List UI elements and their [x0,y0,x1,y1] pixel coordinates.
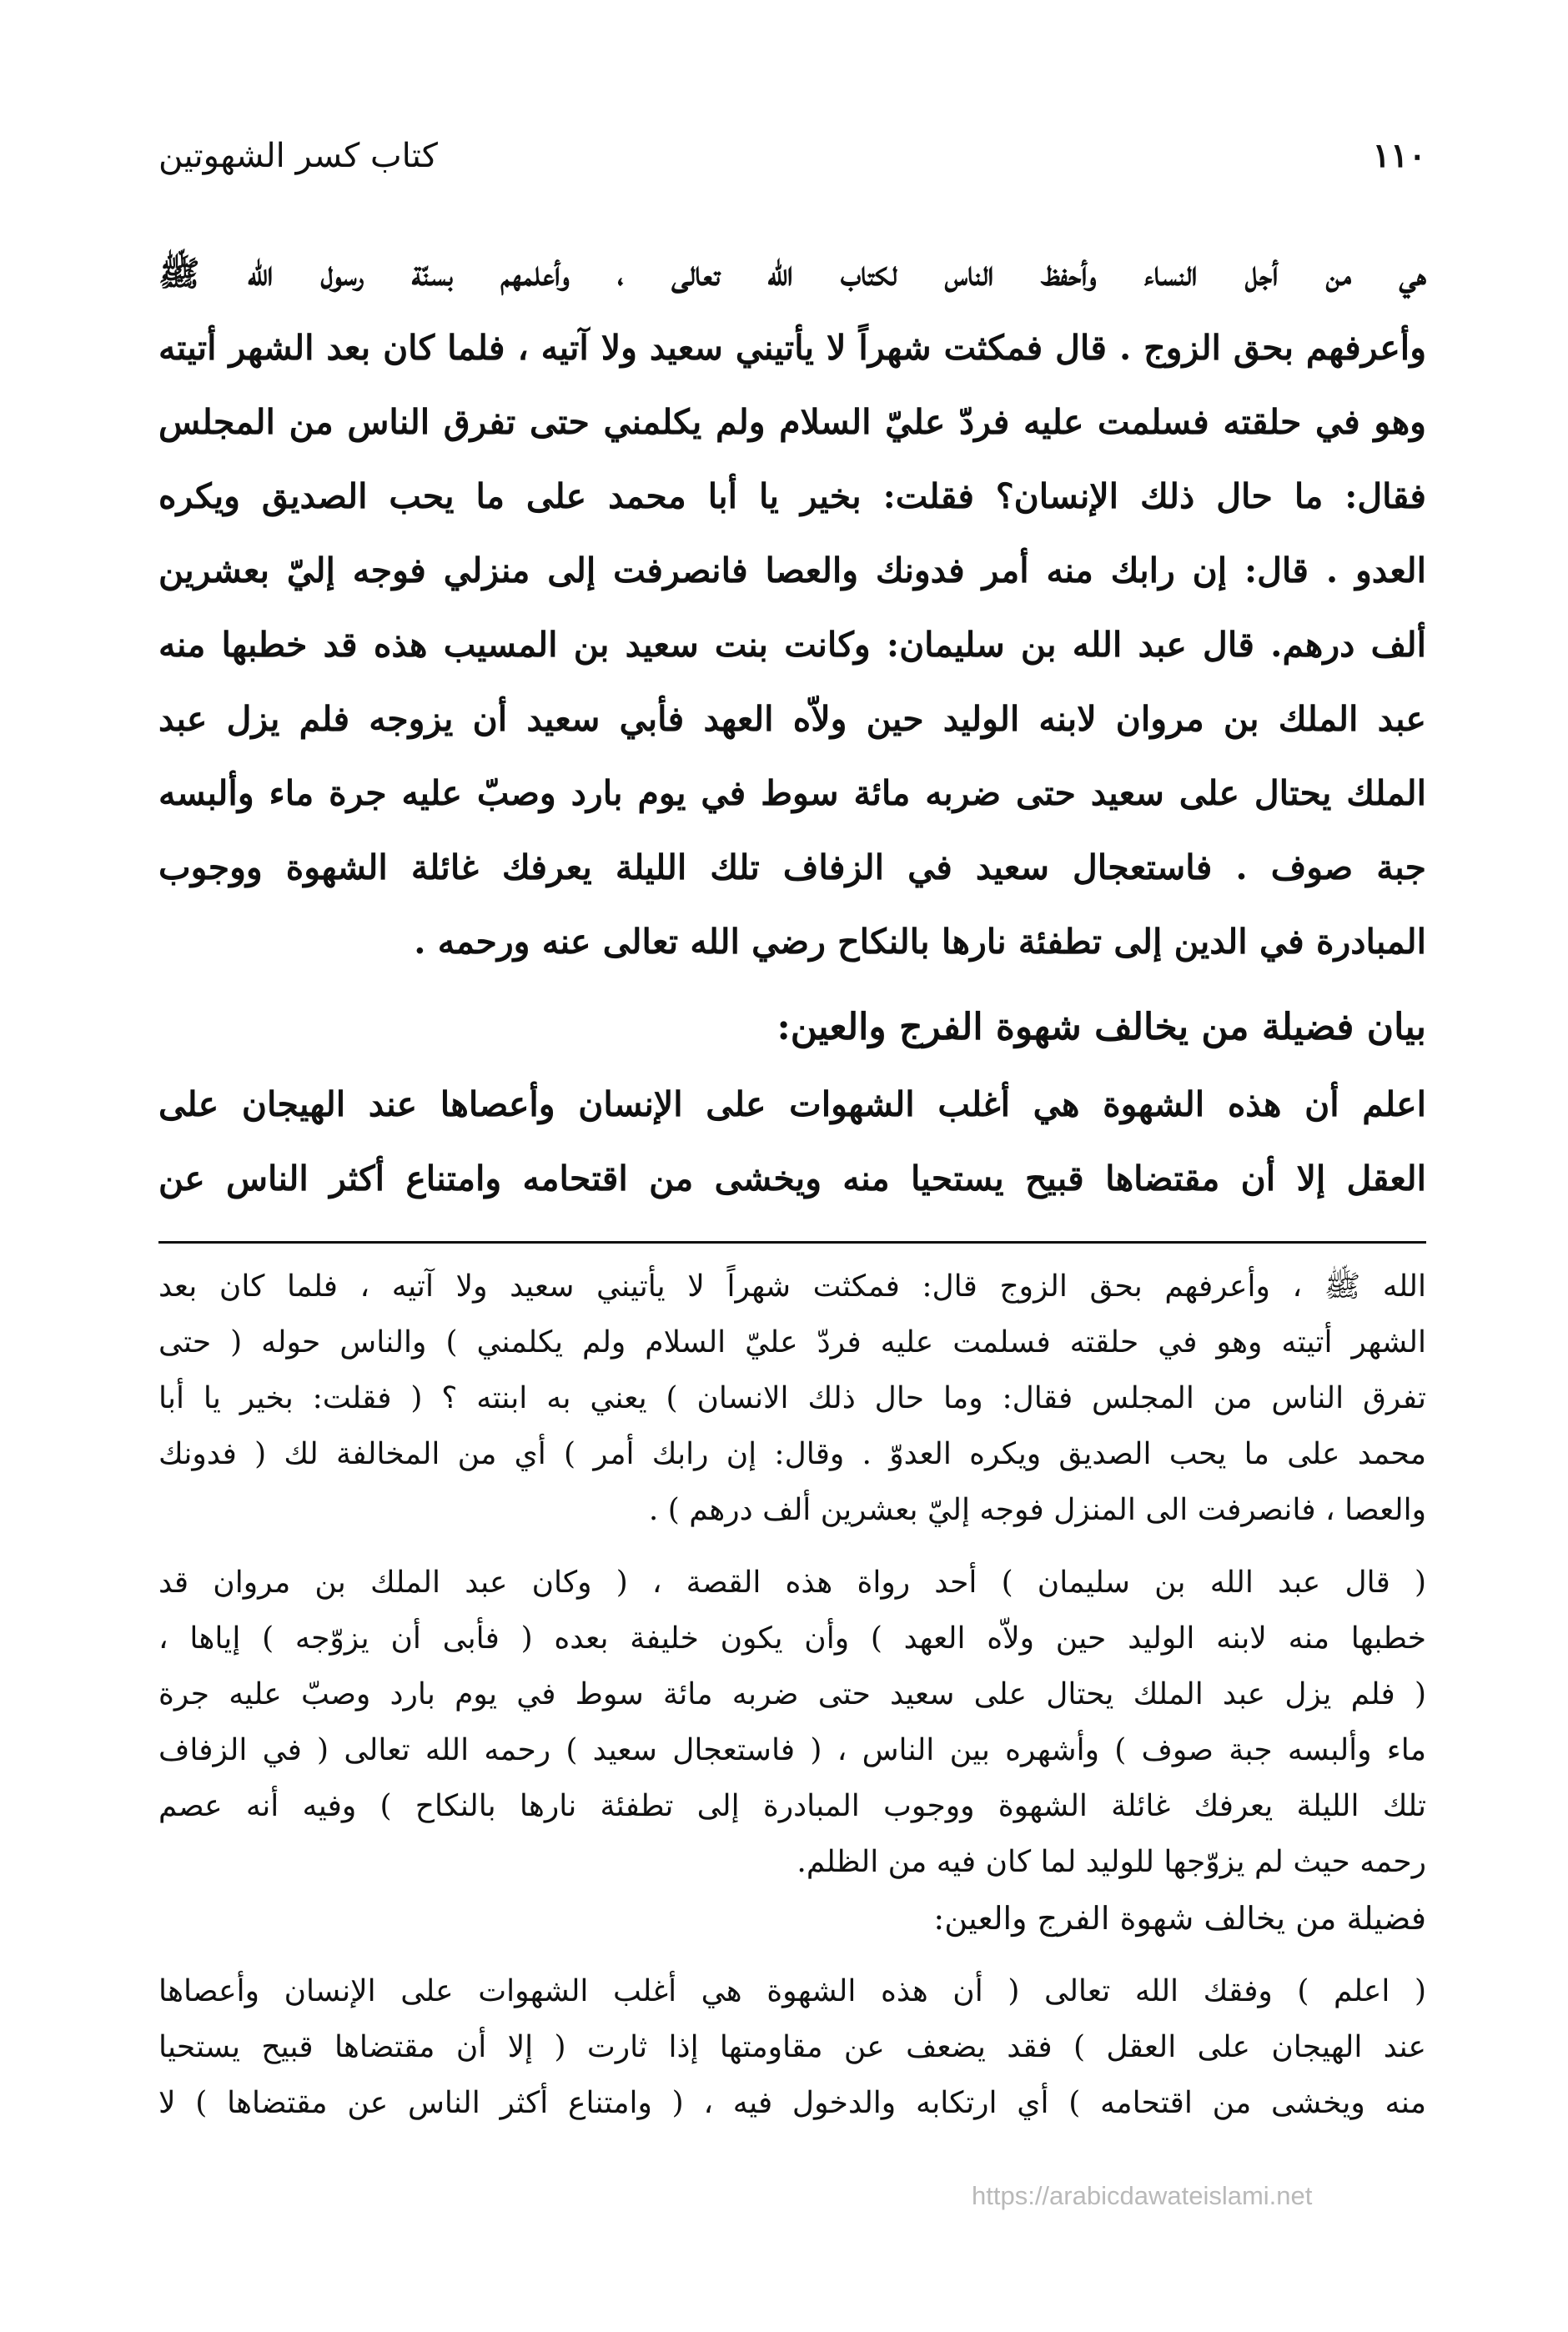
commentary-line: خطبها منه لابنه الوليد حين ولاّه العهد ) وأن يكون خليفة بعده ( فأبى أن يزوّجه ) إياها ، [158,1621,1426,1656]
commentary-line: عند الهيجان على العقل ) فقد يضعف عن مقاومتها إذا ثارت ( إلا أن مقتضاها قبيح يستحيا [158,2030,1426,2064]
commentary-line: رحمه حيث لم يزوّجها للوليد لما كان فيه من الظلم. [797,1845,1426,1879]
commentary-line: تلك الليلة يعرفك غائلة الشهوة ووجوب المبادرة إلى تطفئة نارها بالنكاح ) وفيه أنه عصم [158,1789,1426,1823]
book-title: كتاب كسر الشهوتين [158,137,438,175]
commentary [158,1259,1426,2131]
main-text [158,237,1426,1216]
main-line: ألف درهم. قال عبد الله بن سليمان: وكانت بنت سعيد بن المسيب هذه قد خطبها منه [158,625,1426,665]
page-number: ١١٠ [1372,136,1426,175]
commentary-line: منه ويخشى من اقتحامه ) أي ارتكابه والدخول فيه ، ( وامتناع أكثر الناس عن مقتضاها ) لا [158,2086,1426,2120]
commentary-line: الشهر أتيته وهو في حلقته فسلمت عليه فردّ عليّ السلام ولم يكلمني ) والناس حوله ( حتى [158,1325,1426,1359]
commentary-line: ماء وألبسه جبة صوف ) وأشهره بين الناس ، ( فاستعجال سعيد ) رحمه الله تعالى ( في الزفاف [158,1733,1426,1767]
main-line: وهو في حلقته فسلمت عليه فردّ عليّ السلام ولم يكلمني حتى تفرق الناس من المجلس [158,402,1426,442]
website-watermark: https://arabicdawateislami.net [972,2181,1313,2210]
main-line: جبة صوف . فاستعجال سعيد في الزفاف تلك الليلة يعرفك غائلة الشهوة ووجوب [158,847,1426,887]
main-line: فقال: ما حال ذلك الإنسان؟ فقلت: بخير يا أبا محمد على ما يحب الصديق ويكره [158,476,1426,516]
commentary-line: والعصا ، فانصرفت الى المنزل فوجه إليّ بعشرين ألف درهم ) . [648,1493,1426,1527]
commentary-heading: فضيلة من يخالف شهوة الفرج والعين: [933,1900,1426,1937]
book-page [158,117,1426,2131]
commentary-line: ( قال عبد الله بن سليمان ) أحد رواة هذه القصة ، ( وكان عبد الملك بن مروان قد [158,1566,1426,1600]
section-heading: بيان فضيلة من يخالف شهوة الفرج والعين: [776,1006,1426,1048]
section-line: اعلم أن هذه الشهوة هي أغلب الشهوات على الإنسان وأعصاها عند الهيجان على [158,1084,1426,1124]
commentary-line: ( اعلم ) وفقك الله تعالى ( أن هذه الشهوة هي أغلب الشهوات على الإنسان وأعصاها [158,1974,1426,2008]
main-line: الملك يحتال على سعيد حتى ضربه مائة سوط في يوم بارد وصبّ عليه جرة ماء وألبسه [158,773,1426,813]
page-header [158,117,1426,175]
commentary-line: محمد على ما يحب الصديق ويكره العدوّ . وقال: إن رابك أمر ) أي من المخالفة لك ( فدونك [158,1437,1426,1471]
main-line: هي من أجل النساء وأحفظ الناس لكتاب الله تعالى ، وأعلمهم بسنّة رسول الله ﷺ [158,254,1426,294]
section-line: العقل إلا أن مقتضاها قبيح يستحيا منه ويخشى من اقتحامه وامتناع أكثر الناس عن [158,1158,1426,1199]
commentary-divider [158,1241,1426,1244]
main-line: وأعرفهم بحق الزوج . قال فمكثت شهراً لا يأتيني سعيد ولا آتيه ، فلما كان بعد الشهر أتيته [158,328,1426,368]
main-line: العدو . قال: إن رابك منه أمر فدونك والعصا فانصرفت إلى منزلي فوجه إليّ بعشرين [158,550,1426,591]
main-line: المبادرة في الدين إلى تطفئة نارها بالنكاح رضي الله تعالى عنه ورحمه . [414,922,1426,962]
main-line: عبد الملك بن مروان لابنه الوليد حين ولاّه العهد فأبي سعيد أن يزوجه فلم يزل عبد [158,699,1426,739]
commentary-line: الله ﷺ ، وأعرفهم بحق الزوج قال: فمكثت شهراً لا يأتيني سعيد ولا آتيه ، فلما كان بعد [158,1269,1426,1304]
commentary-line: ( فلم يزل عبد الملك يحتال على سعيد حتى ضربه مائة سوط في يوم بارد وصبّ عليه جرة [158,1677,1426,1711]
commentary-line: تفرق الناس من المجلس فقال: وما حال ذلك الانسان ) يعني به ابنته ؟ ( فقلت: بخير يا أبا [158,1381,1426,1415]
